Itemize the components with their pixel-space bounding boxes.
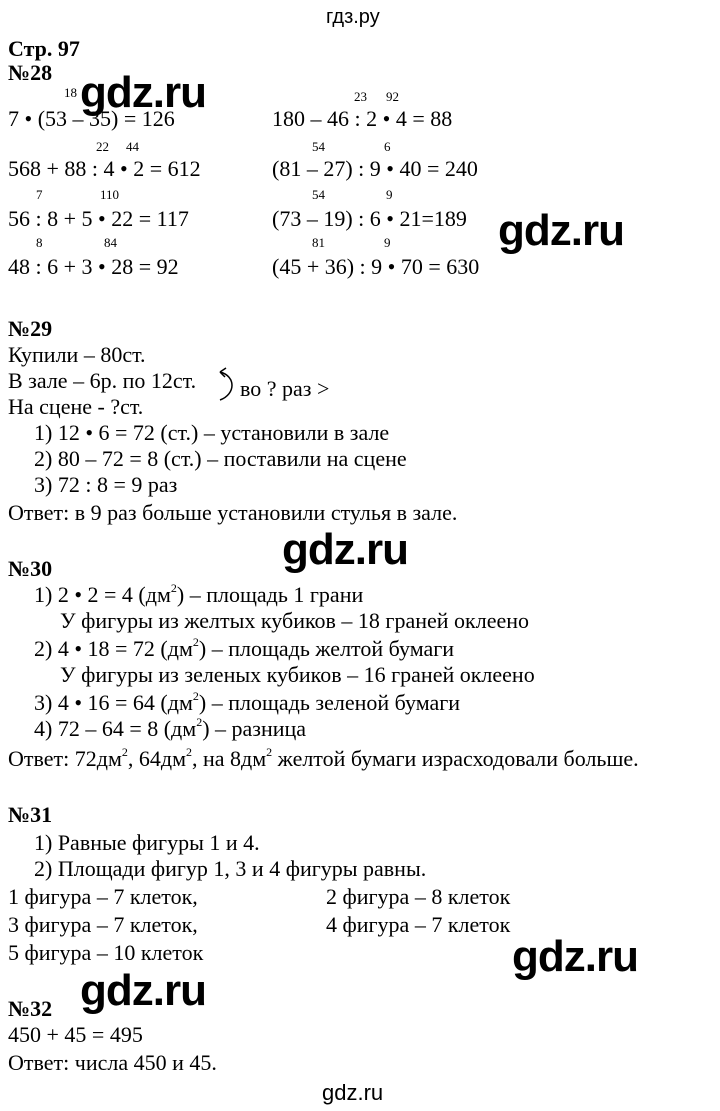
figure-count: 3 фигура – 7 клеток, — [8, 912, 198, 937]
expression: 56 : 8 + 5 • 22 = 117 — [8, 206, 189, 231]
answer-line: Ответ: $72дм^2$, $64дм^2$, на $8дм^2$ желтой бумаги израсходовали больше. — [8, 744, 639, 771]
expression: 180 – 46 : 2 • 4 = 88 — [272, 106, 453, 131]
intermediate-result: 9 — [386, 187, 393, 202]
question-text: во ? раз > — [240, 376, 330, 401]
expression: 568 + 88 : 4 • 2 = 612 — [8, 156, 201, 181]
intermediate-result: 9 — [384, 235, 391, 250]
note-line: У фигуры из зеленых кубиков – 16 граней оклеено — [60, 662, 535, 687]
curved-arrow-icon — [214, 366, 240, 406]
watermark: gdz.ru — [512, 932, 638, 981]
expression: 48 : 6 + 3 • 28 = 92 — [8, 254, 179, 279]
intermediate-result: 8 — [36, 235, 43, 250]
condition-line: В зале – 6р. по 12ст. — [8, 368, 197, 393]
solution-step: 1) 12 • 6 = 72 (ст.) – установили в зале — [34, 420, 390, 445]
solution-step: 4) 72 – 64 = 8 $(дм^2)$ – разница — [34, 714, 307, 741]
task-29-title: №29 — [8, 316, 53, 341]
expression: (73 – 19) : 6 • 21=189 — [272, 206, 467, 231]
condition-line: На сцене - ?ст. — [8, 394, 144, 419]
intermediate-result: 81 — [312, 235, 325, 250]
watermark: gdz.ru — [80, 966, 206, 1015]
solution-step: 2) 80 – 72 = 8 (ст.) – поставили на сцене — [34, 446, 407, 471]
condition-line: Купили – 80ст. — [8, 342, 146, 367]
task-32-title: №32 — [8, 996, 53, 1021]
watermark: gdz.ru — [498, 206, 624, 255]
figure-count: 1 фигура – 7 клеток, — [8, 884, 198, 909]
expression: 7 • (53 – 35) = 126 — [8, 106, 175, 131]
task-31-title: №31 — [8, 802, 53, 827]
task-28-title: №28 — [8, 60, 53, 85]
intermediate-result: 23 — [354, 89, 367, 104]
answer-line: Ответ: в 9 раз больше установили стулья в зале. — [8, 500, 458, 525]
solution-step: 3) 72 : 8 = 9 раз — [34, 472, 178, 497]
figure-count: 2 фигура – 8 клеток — [326, 884, 511, 909]
intermediate-result: 92 — [386, 89, 399, 104]
intermediate-result: 54 — [312, 187, 325, 202]
intermediate-result: 44 — [126, 139, 139, 154]
header-site[interactable]: гдз.ру — [326, 6, 380, 28]
footer-site[interactable]: gdz.ru — [322, 1080, 384, 1105]
figure-count: 4 фигура – 7 клеток — [326, 912, 511, 937]
intermediate-result: 18 — [64, 85, 77, 100]
watermark: gdz.ru — [282, 525, 408, 574]
expression: 450 + 45 = 495 — [8, 1022, 143, 1047]
watermark: gdz.ru — [80, 68, 206, 117]
solution-step: 3) 4 • 16 = 64 $(дм^2)$ – площадь зеленой бумаги — [34, 688, 461, 715]
task-30-title: №30 — [8, 556, 53, 581]
expression: (81 – 27) : 9 • 40 = 240 — [272, 156, 478, 181]
solution-step: 1) 2 • 2 = 4 $(дм^2)$ – площадь 1 грани — [34, 580, 364, 607]
intermediate-result: 7 — [36, 187, 43, 202]
solution-step: 2) 4 • 18 = 72 $(дм^2)$ – площадь желтой бумаги — [34, 634, 455, 661]
intermediate-result: 110 — [100, 187, 120, 202]
note-line: У фигуры из желтых кубиков – 18 граней оклеено — [60, 608, 530, 633]
answer-line: Ответ: числа 450 и 45. — [8, 1050, 217, 1075]
solution-step: 1) Равные фигуры 1 и 4. — [34, 830, 260, 855]
page-reference: Стр. 97 — [8, 36, 80, 61]
figure-count: 5 фигура – 10 клеток — [8, 940, 204, 965]
intermediate-result: 54 — [312, 139, 325, 154]
expression: (45 + 36) : 9 • 70 = 630 — [272, 254, 480, 279]
intermediate-result: 6 — [384, 139, 391, 154]
solution-step: 2) Площади фигур 1, 3 и 4 фигуры равны. — [34, 856, 427, 881]
intermediate-result: 84 — [104, 235, 117, 250]
intermediate-result: 22 — [96, 139, 109, 154]
